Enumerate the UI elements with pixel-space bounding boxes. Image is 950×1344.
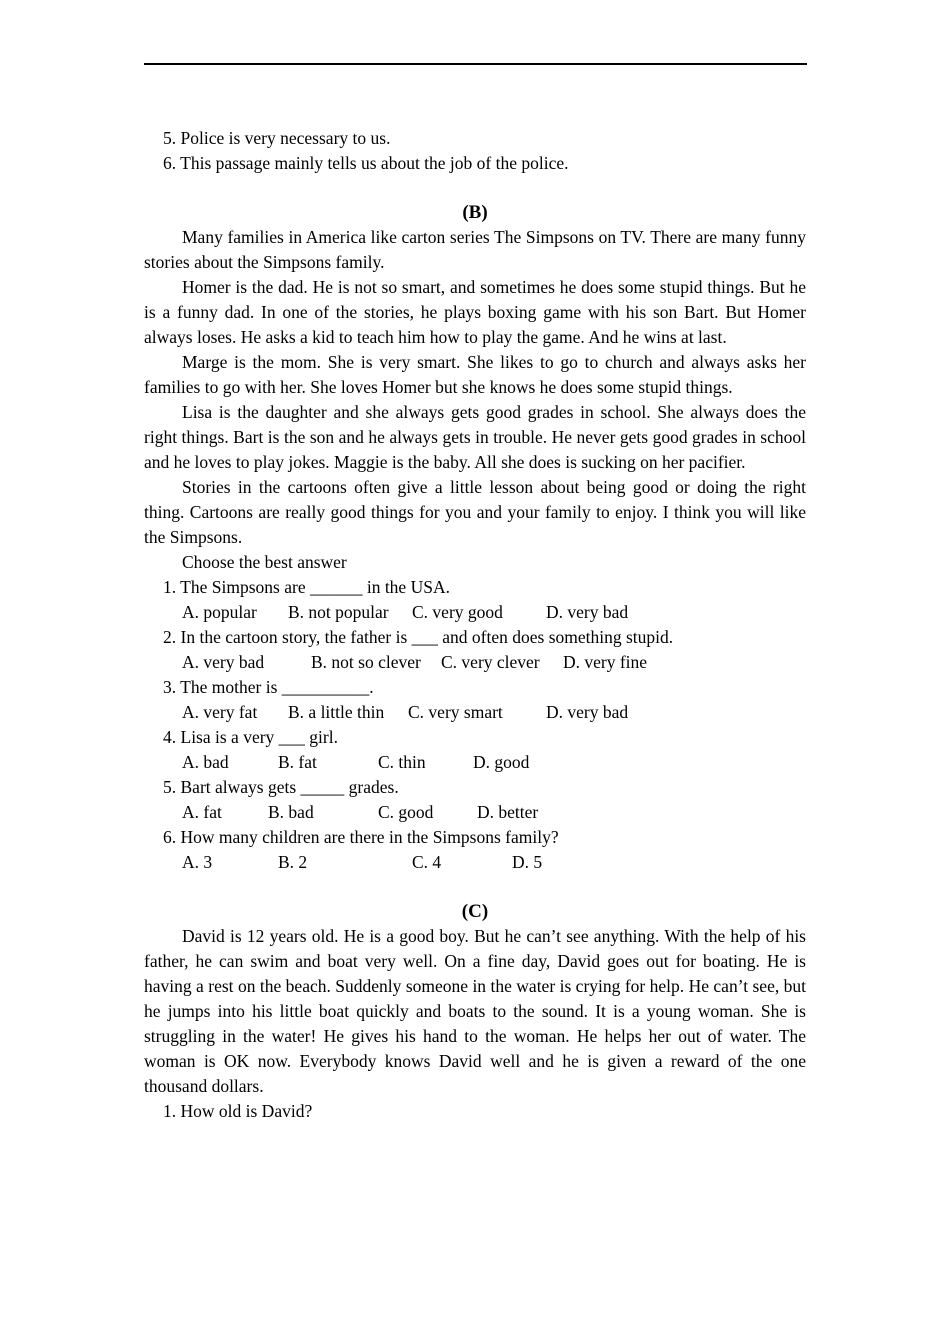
section-c-heading: (C) (461, 901, 489, 922)
option: B. not popular (288, 602, 389, 622)
question-item: 6. How many children are there in the Simpsons family? (163, 827, 559, 847)
option: A. fat (182, 802, 222, 822)
instruction: Choose the best answer (182, 552, 347, 572)
option: D. very bad (546, 702, 629, 722)
option: B. a little thin (288, 702, 385, 722)
option: B. not so clever (311, 652, 421, 672)
question-item: 1. How old is David? (163, 1101, 313, 1121)
question-item: 1. The Simpsons are ______ in the USA. (163, 577, 450, 597)
paragraph: Many families in America like carton series The Simpsons on TV. There are many funny stories about the Simpsons family. (144, 227, 806, 272)
options-row (144, 650, 806, 675)
option: D. better (477, 802, 539, 822)
option: C. thin (378, 752, 426, 772)
paragraph: Lisa is the daughter and she always gets good grades in school. She always does the right things. Bart is the son and he always gets in trouble. He never gets good grades in school and he loves to play jokes. Maggie is the baby. All she does is sucking on her pacifier. (144, 402, 806, 472)
options-row (144, 700, 806, 725)
options-row (144, 800, 806, 825)
option: C. very smart (408, 702, 503, 722)
option: B. bad (268, 802, 314, 822)
option: C. good (378, 802, 434, 822)
document-body (144, 126, 806, 1124)
header-rule (144, 63, 807, 65)
option: C. very clever (441, 652, 540, 672)
question-item: 3. The mother is __________. (163, 677, 374, 697)
section-b-heading: (B) (462, 202, 488, 223)
question-item: 6. This passage mainly tells us about the job of the police. (163, 153, 569, 173)
option: A. popular (182, 602, 257, 622)
option: B. 2 (278, 852, 308, 872)
paragraph: Stories in the cartoons often give a little lesson about being good or doing the right thing. Cartoons are really good things for you and your family to enjoy. I think you will like the Simpsons. (144, 477, 806, 547)
question-item: 2. In the cartoon story, the father is ___ and often does something stupid. (163, 627, 674, 647)
option: D. 5 (512, 852, 543, 872)
option: B. fat (278, 752, 317, 772)
option: A. bad (182, 752, 229, 772)
question-item: 4. Lisa is a very ___ girl. (163, 727, 338, 747)
option: A. very bad (182, 652, 265, 672)
option: C. very good (412, 602, 503, 622)
paragraph: Homer is the dad. He is not so smart, and sometimes he does some stupid things. But he is a funny dad. In one of the stories, he plays boxing game with his son Bart. But Homer always loses. He asks a kid to teach him how to play the game. And he wins at last. (144, 277, 806, 347)
paragraph: Marge is the mom. She is very smart. She likes to go to church and always asks her families to go with her. She loves Homer but she knows he does some stupid things. (144, 352, 806, 397)
question-item: 5. Bart always gets _____ grades. (163, 777, 399, 797)
options-row (144, 600, 806, 625)
options-row (144, 750, 806, 775)
options-row (144, 850, 806, 875)
option: A. very fat (182, 702, 258, 722)
paragraph: David is 12 years old. He is a good boy. But he can’t see anything. With the help of his father, he can swim and boat very well. On a fine day, David goes out for boating. He is having a rest on the beach. Suddenly someone in the water is crying for help. He can’t see, but he jumps into his little boat quickly and boats to the sound. It is a young woman. She is struggling in the water! He gives his hand to the woman. He helps her out of water. The woman is OK now. Everybody knows David well and he is given a reward of the one thousand dollars. (144, 926, 806, 1096)
option: D. good (473, 752, 530, 772)
option: D. very bad (546, 602, 629, 622)
option: A. 3 (182, 852, 213, 872)
option: C. 4 (412, 852, 442, 872)
question-item: 5. Police is very necessary to us. (163, 128, 391, 148)
option: D. very fine (563, 652, 648, 672)
